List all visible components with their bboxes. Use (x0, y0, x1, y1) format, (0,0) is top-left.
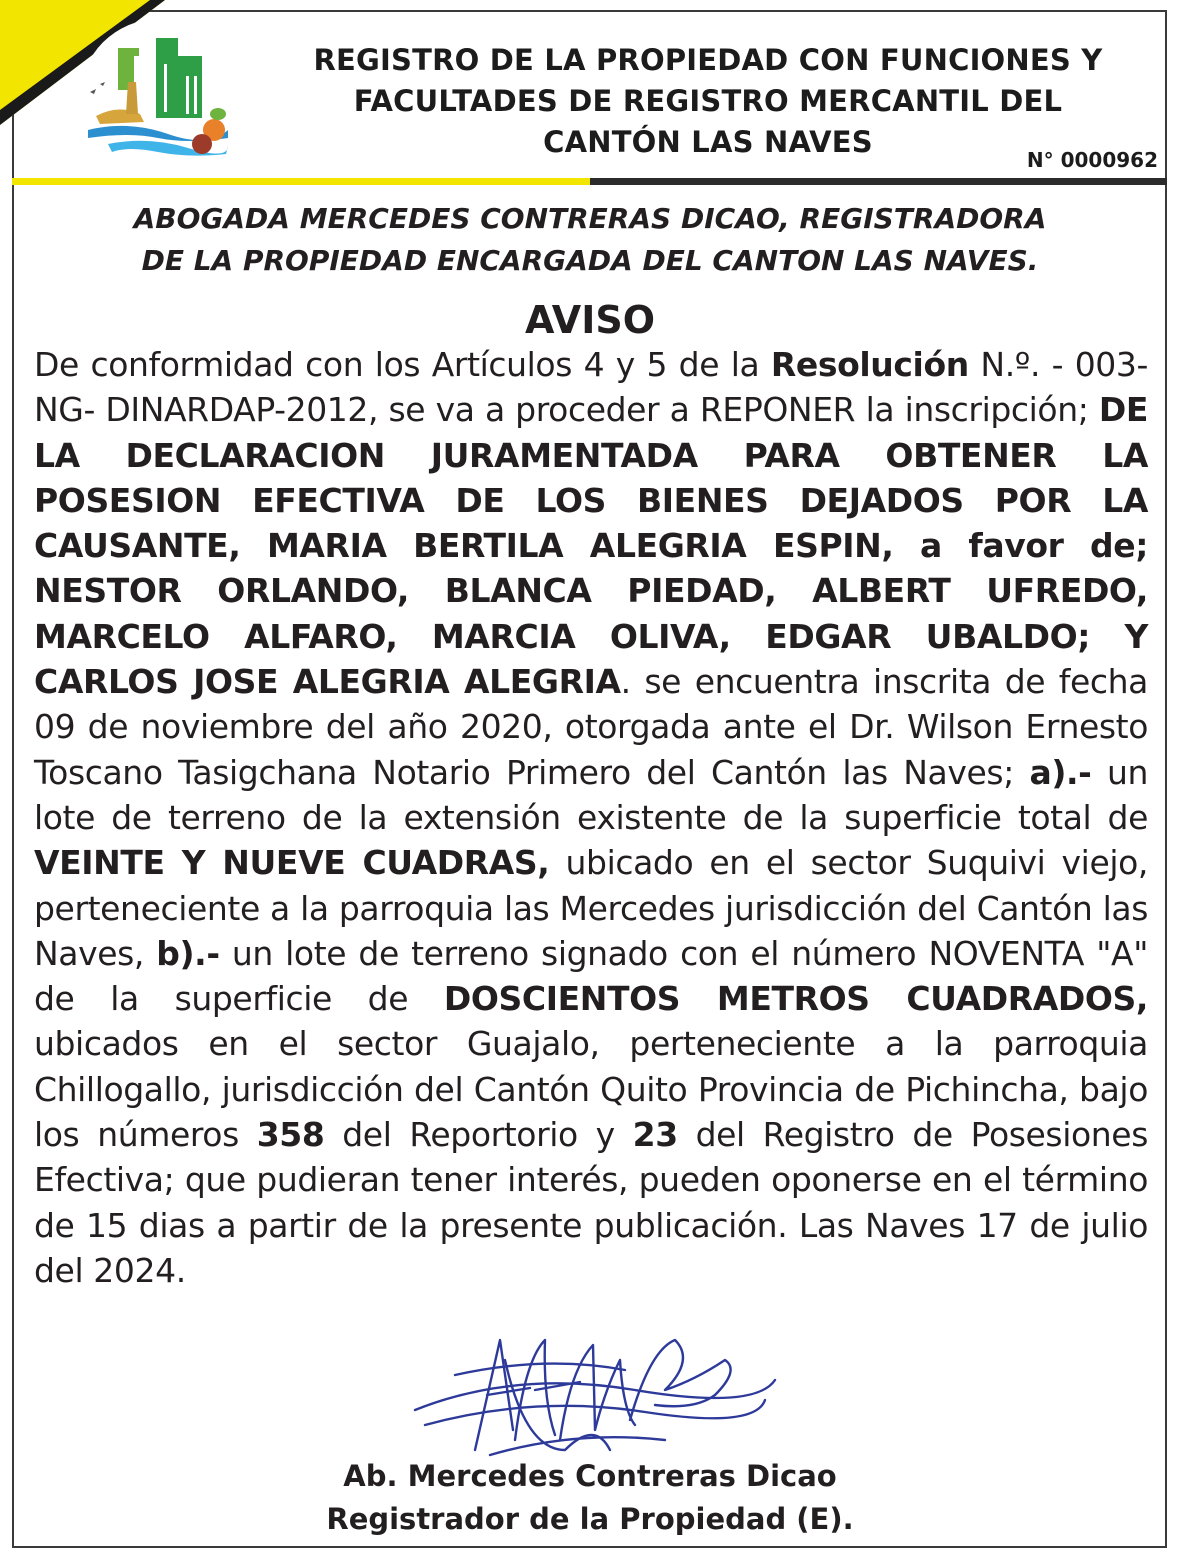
body-segment: ubicado en el sector Suquivi viejo, perteneciente a la parroquia las Mercedes jurisdicción del Cantón las Naves, (34, 843, 1148, 973)
registrar-subtitle (30, 198, 1150, 282)
registry-logo (78, 18, 240, 178)
registry-title (258, 40, 1158, 163)
body-segment-bold: DE LA DECLARACION JURAMENTADA PARA OBTENER LA POSESION EFECTIVA DE LOS BIENES DEJADOS POR LA CAUSANTE, MARIA BERTILA ALEGRIA ESPIN, a favor de; NESTOR ORLANDO, BLANCA PIEDAD, ALBERT UFREDO, MARCELO ALFARO, MARCIA OLIVA, EDGAR UBALDO; Y CARLOS JOSE ALEGRIA ALEGRIA (34, 390, 1148, 702)
body-segment: N.º. - 003-NG- DINARDAP-2012, se va a proceder a REPONER la inscripción; (34, 345, 1149, 430)
notice-body (34, 342, 1148, 1293)
body-segment: De conformidad con los Artículos 4 y 5 de la (34, 345, 771, 384)
body-segment-bold: 23 (632, 1115, 678, 1155)
body-segment-bold: 358 (256, 1115, 325, 1155)
title-line: REGISTRO DE LA PROPIEDAD CON FUNCIONES Y (313, 43, 1103, 77)
title-line: CANTÓN LAS NAVES (543, 125, 873, 159)
notice-heading: AVISO (524, 298, 656, 342)
body-segment: un lote de terreno de la extensión existente de la superficie total de (34, 752, 1148, 837)
body-segment-bold: DOSCIENTOS METROS CUADRADOS, (443, 979, 1148, 1019)
title-line: FACULTADES DE REGISTRO MERCANTIL DEL (353, 84, 1063, 118)
body-segment-bold: Resolución (770, 345, 969, 384)
signatory-title: Registrador de la Propiedad (E). (326, 1502, 854, 1536)
signatory-block (90, 1455, 1090, 1541)
body-segment: . se encuentra inscrita de fecha 09 de noviembre del año 2020, otorgada ante el Dr. Wilson Ernesto Toscano Tasigchana Notario Primero del Cantón las Naves; (34, 662, 1148, 792)
body-segment-bold: a).- (1029, 752, 1092, 792)
handwritten-signature (395, 1300, 785, 1475)
subtitle-line: ABOGADA MERCEDES CONTRERAS DICAO, REGISTRADORA (133, 202, 1047, 235)
signatory-name: Ab. Mercedes Contreras Dicao (343, 1459, 837, 1493)
body-segment-bold: b).- (156, 933, 220, 973)
body-segment-bold: VEINTE Y NUEVE CUADRAS, (34, 843, 550, 883)
body-segment: un lote de terreno signado con el número NOVENTA "A" de la superficie de (34, 933, 1148, 1019)
document-number: N° 0000962 (1026, 148, 1158, 172)
body-segment: del Reportorio y (324, 1115, 633, 1155)
header-divider-dark (590, 178, 1167, 185)
subtitle-line: DE LA PROPIEDAD ENCARGADA DEL CANTON LAS NAVES. (141, 244, 1039, 277)
body-segment: del Registro de Posesiones Efectiva; que pudieran tener interés, pueden oponerse en el término de 15 dias a partir de la presente publicación. Las Naves 17 de julio del 2024. (34, 1115, 1148, 1290)
header-divider (12, 178, 1167, 185)
body-segment: ubicados en el sector Guajalo, perteneciente a la parroquia Chillogallo, jurisdicción del Cantón Quito Provincia de Pichincha, bajo los números (34, 1024, 1148, 1155)
